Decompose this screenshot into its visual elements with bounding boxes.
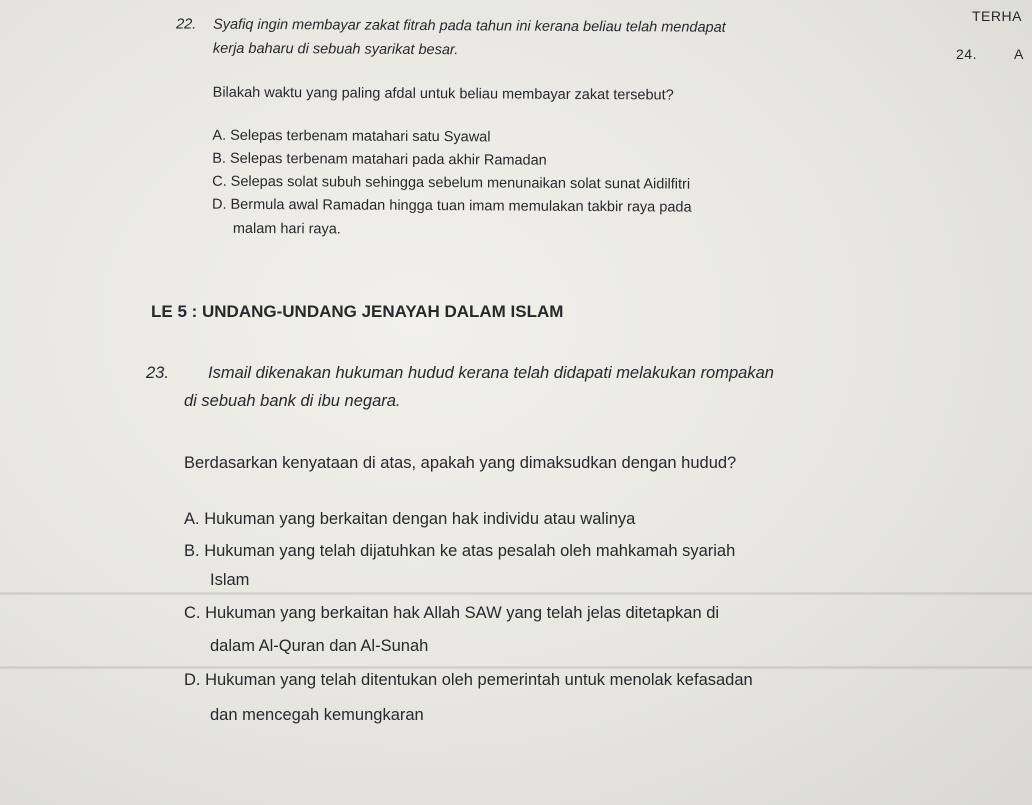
option-d[interactable]: [184, 671, 753, 690]
option-a[interactable]: [184, 510, 635, 529]
question-stem: Syafiq ingin membayar zakat fitrah pada tahun ini kerana beliau telah mendapat: [213, 16, 726, 36]
option-c[interactable]: [184, 604, 719, 623]
option-a[interactable]: [212, 128, 490, 146]
option-letter: B.: [184, 542, 200, 560]
option-text: Selepas terbenam matahari satu Syawal: [230, 127, 491, 146]
option-text: Hukuman yang telah dijatuhkan ke atas pesalah oleh mahkamah syariah: [204, 542, 736, 560]
next-question-number: 24.: [956, 46, 977, 62]
option-text: Hukuman yang berkaitan dengan hak individu atau walinya: [204, 510, 636, 528]
section-title: LE 5 : UNDANG-UNDANG JENAYAH DALAM ISLAM: [151, 302, 564, 321]
option-c[interactable]: [212, 174, 690, 193]
page-fold-line: [0, 592, 1032, 595]
next-question-option: A: [1014, 46, 1024, 62]
option-text: Bermula awal Ramadan hingga tuan imam memulakan takbir raya pada: [230, 196, 692, 216]
page-fold-line: [0, 666, 1032, 669]
question-prompt: Bilakah waktu yang paling afdal untuk beliau membayar zakat tersebut?: [212, 84, 674, 104]
option-text-continuation: dan mencegah kemungkaran: [210, 706, 424, 724]
option-letter: A.: [212, 127, 227, 144]
question-22: [0, 0, 1032, 296]
corner-label: TERHA: [972, 8, 1022, 24]
option-text: Hukuman yang telah ditentukan oleh pemerintah untuk menolak kefasadan: [205, 671, 753, 689]
option-text: Selepas solat subuh sehingga sebelum menunaikan solat sunat Aidilfitri: [230, 173, 691, 193]
question-number: 22.: [176, 16, 197, 33]
option-text-continuation: Islam: [210, 571, 250, 589]
option-text-continuation: dalam Al-Quran dan Al-Sunah: [210, 637, 429, 655]
option-b[interactable]: [184, 542, 735, 561]
question-number: 23.: [146, 364, 169, 382]
option-text-continuation: malam hari raya.: [232, 220, 341, 238]
option-text: Hukuman yang berkaitan hak Allah SAW yang telah jelas ditetapkan di: [205, 604, 720, 622]
option-letter: B.: [212, 150, 227, 167]
option-letter: D.: [211, 196, 227, 213]
option-letter: C.: [184, 604, 201, 622]
option-letter: C.: [212, 173, 227, 190]
option-b[interactable]: [212, 151, 547, 169]
option-d[interactable]: [212, 197, 692, 216]
question-stem: di sebuah bank di ibu negara.: [184, 392, 401, 410]
option-letter: D.: [184, 671, 201, 689]
option-letter: A.: [184, 510, 200, 528]
question-stem: Ismail dikenakan hukuman hudud kerana telah didapati melakukan rompakan: [208, 364, 774, 382]
option-text: Selepas terbenam matahari pada akhir Ramadan: [229, 150, 547, 169]
question-prompt: Berdasarkan kenyataan di atas, apakah yang dimaksudkan dengan hudud?: [184, 454, 737, 472]
question-stem: kerja baharu di sebuah syarikat besar.: [212, 40, 459, 59]
